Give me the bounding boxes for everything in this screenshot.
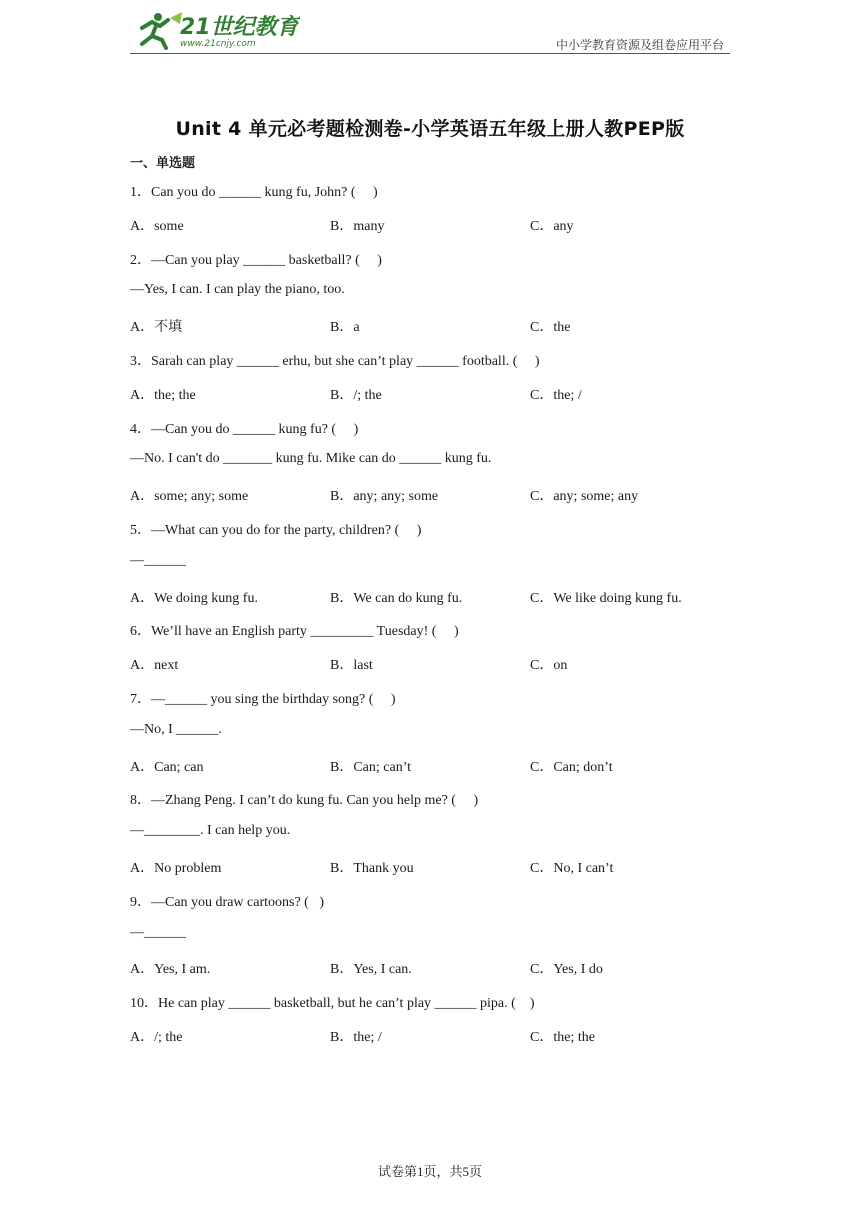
option-b: B．the; / <box>330 1030 382 1045</box>
option-b: B．many <box>330 218 385 234</box>
question-dialogue-line: —Yes, I can. I can play the piano, too. <box>130 282 345 298</box>
question-dialogue-line: —________. I can help you. <box>130 823 291 839</box>
option-b: B．a <box>330 320 360 336</box>
option-a: A．不填 <box>130 320 183 336</box>
page-title: Unit 4 单元必考题检测卷-小学英语五年级上册人教PEP版 <box>175 118 685 140</box>
option-a: A．Can; can <box>130 759 204 775</box>
question-dialogue-line: —______ <box>130 552 186 568</box>
option-c: C．Yes, I do <box>530 962 603 978</box>
option-a: A．some <box>130 218 184 234</box>
page-footer: 试卷第1页，共5页 <box>377 1164 482 1179</box>
question-stem: 3．Sarah can play ______ erhu, but she can’t play ______ football. ( ) <box>130 354 540 369</box>
question-dialogue-line: —______ <box>130 924 186 940</box>
option-c: C．Can; don’t <box>530 759 613 775</box>
option-c: C．the; / <box>530 387 582 403</box>
question-stem: 4．—Can you do ______ kung fu? ( ) <box>130 421 359 437</box>
question-dialogue-line: —No. I can't do _______ kung fu. Mike can do ______ kung fu. <box>130 451 492 467</box>
option-a: A．We doing kung fu. <box>130 590 258 606</box>
option-a: A．some; any; some <box>130 489 249 505</box>
question-stem: 5．—What can you do for the party, children? ( ) <box>130 523 422 538</box>
question-stem: 10．He can play ______ basketball, but he can’t play ______ pipa. ( ) <box>130 996 535 1012</box>
logo-runner-icon <box>130 8 300 52</box>
section-heading: 一、单选题 <box>130 156 196 171</box>
option-b: B．last <box>330 658 373 674</box>
option-a: A．No problem <box>130 861 222 876</box>
option-b: B．Can; can’t <box>330 759 412 775</box>
option-a: A．next <box>130 658 179 674</box>
option-c: C．No, I can’t <box>530 861 614 876</box>
option-b: B．any; any; some <box>330 489 439 505</box>
question-stem: 2．—Can you play ______ basketball? ( ) <box>130 252 382 268</box>
option-c: C．the <box>530 320 571 336</box>
question-dialogue-line: —No, I ______. <box>130 721 222 737</box>
option-c: C．We like doing kung fu. <box>530 590 682 606</box>
header-platform-text: 中小学教育资源及组卷应用平台 <box>555 38 724 52</box>
logo-text: 21世纪教育 <box>180 15 299 40</box>
question-stem: 6．We’ll have an English party _________ Tuesday! ( ) <box>130 624 459 640</box>
option-b: B．Yes, I can. <box>330 962 412 978</box>
logo <box>130 8 300 52</box>
option-b: B．We can do kung fu. <box>330 590 463 606</box>
question-stem: 1．Can you do ______ kung fu, John? ( ) <box>130 185 378 200</box>
option-c: C．on <box>530 658 568 674</box>
question-stem: 9．—Can you draw cartoons? ( ) <box>130 894 325 910</box>
option-b: B．/; the <box>330 387 382 403</box>
option-c: C．any; some; any <box>530 489 639 505</box>
logo-url: www.21cnjy.com <box>180 39 256 49</box>
question-stem: 7．—______ you sing the birthday song? ( ) <box>130 692 396 707</box>
option-c: C．any <box>530 218 574 234</box>
option-a: A．/; the <box>130 1030 183 1045</box>
option-a: A．the; the <box>130 387 196 403</box>
page-header <box>130 8 730 56</box>
option-a: A．Yes, I am. <box>130 962 211 978</box>
option-b: B．Thank you <box>330 861 414 876</box>
question-stem: 8．—Zhang Peng. I can’t do kung fu. Can you help me? ( ) <box>130 793 479 809</box>
option-c: C．the; the <box>530 1030 595 1045</box>
header-divider <box>130 53 730 54</box>
